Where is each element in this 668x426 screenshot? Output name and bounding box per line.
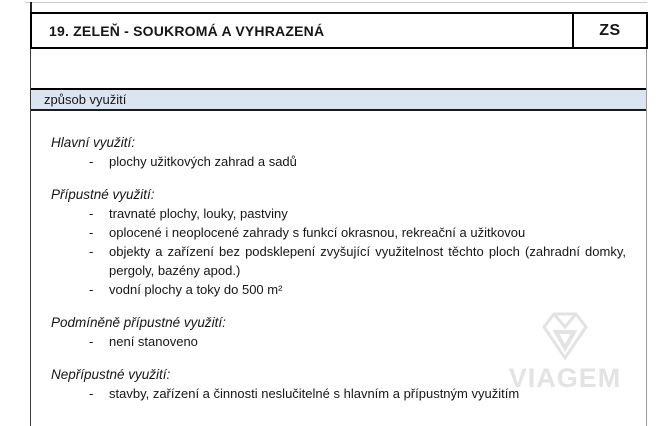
section-heading: Podmíněně přípustné využití:: [51, 315, 226, 330]
spacer-row: [31, 49, 646, 88]
usage-content: [31, 111, 646, 426]
usage-section: [51, 365, 626, 403]
list-item: [51, 242, 626, 280]
list-item: [51, 280, 626, 299]
document-body-frame: [30, 49, 647, 426]
list-item-text: objekty a zařízení bez podsklepení zvyšující využitelnost těchto ploch (zahradní domky, pergoly, bazény apod.): [109, 244, 626, 278]
list-item: [51, 204, 626, 223]
usage-section: [51, 185, 626, 299]
list-item: [51, 332, 626, 351]
list-item-text: není stanoveno: [109, 334, 198, 349]
bullet-dash: -: [89, 334, 94, 349]
bullet-dash: -: [89, 154, 94, 169]
list-item-text: plochy užitkových zahrad a sadů: [109, 154, 297, 169]
list-item-text: stavby, zařízení a činnosti neslučitelné s hlavním a přípustným využitím: [109, 386, 520, 401]
list-item-text: oplocené i neoplocené zahrady s funkcí okrasnou, rekreační a užitkovou: [109, 225, 526, 240]
list-item: [51, 384, 626, 403]
top-remnant-rule: [25, 2, 647, 3]
section-heading: Přípustné využití:: [51, 187, 155, 202]
zone-code-badge: ZS: [572, 14, 646, 47]
section-items: [51, 384, 626, 403]
usage-section: [51, 133, 626, 171]
usage-section: [51, 313, 626, 351]
page-title: 19. ZELEŇ - SOUKROMÁ A VYHRAZENÁ: [49, 22, 325, 39]
list-item: [51, 152, 626, 171]
section-items: [51, 152, 626, 171]
bullet-dash: -: [89, 282, 94, 297]
list-item-text: travnaté plochy, louky, pastviny: [109, 206, 288, 221]
section-heading: Nepřípustné využití:: [51, 367, 171, 382]
section-items: [51, 332, 626, 351]
list-item: [51, 223, 626, 242]
section-heading: Hlavní využití:: [51, 135, 136, 150]
section-items: [51, 204, 626, 299]
top-remnant-divider: [30, 2, 32, 12]
bullet-dash: -: [89, 206, 94, 221]
subheader-bar: způsob využití: [31, 88, 646, 111]
bullet-dash: -: [89, 386, 94, 401]
bullet-dash: -: [89, 225, 94, 240]
section-header: [30, 12, 648, 49]
watermark-label: VIAGEM: [508, 363, 622, 393]
bullet-dash: -: [89, 244, 94, 259]
list-item-text: vodní plochy a toky do 500 m²: [109, 282, 283, 297]
sections-container: [51, 133, 626, 403]
